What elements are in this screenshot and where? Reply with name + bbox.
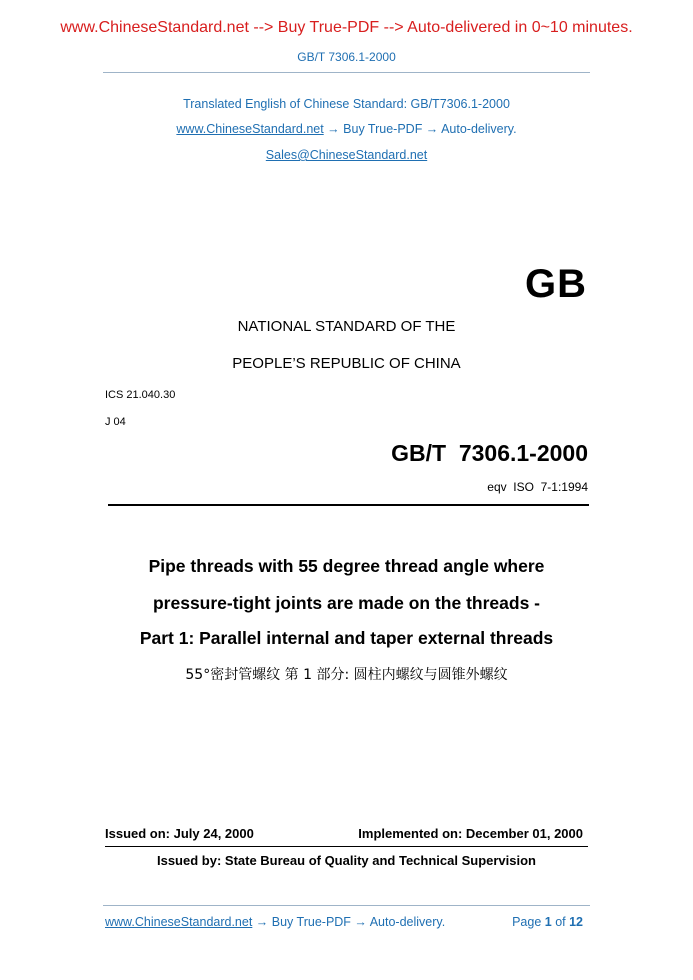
buy-text: → Buy True-PDF → Auto-delivery. [323,122,517,136]
title-line3: Part 1: Parallel internal and taper external threads [139,628,554,648]
of-label: of [551,915,570,929]
site-link[interactable]: www.ChineseStandard.net [176,122,324,136]
chinese-title: 55°密封管螺纹 第 1 部分: 圆柱内螺纹与圆锥外螺纹 [185,667,508,683]
national-standard-line1: NATIONAL STANDARD OF THE [237,318,456,335]
footer-buy-text: → Buy True-PDF → Auto-delivery. [252,915,446,929]
issued-on: Issued on: July 24, 2000 [105,826,254,841]
translation-note: Translated English of Chinese Standard: GB/T7306.1-2000 [183,97,510,111]
footer-buy-line [105,915,445,929]
equivalence-note: eqv ISO 7-1:1994 [487,480,588,494]
email-line [0,148,693,162]
title-line2: pressure-tight joints are made on the threads - [152,593,541,613]
page-number: 1 [544,915,552,929]
standard-code: GB/T 7306.1-2000 [391,440,588,466]
dates-divider [105,846,588,847]
footer-site-link[interactable]: www.ChineseStandard.net [105,915,253,929]
page-total: 12 [569,915,583,929]
buy-line [0,122,693,136]
issued-by: Issued by: State Bureau of Quality and Technical Supervision [156,853,536,868]
running-header: GB/T 7306.1-2000 [297,50,396,64]
email-link[interactable]: Sales@ChineseStandard.net [265,148,428,162]
title-divider [108,504,589,506]
ccs-code: J 04 [105,416,126,428]
header-divider [103,72,590,73]
ics-code: ICS 21.040.30 [105,389,176,401]
national-standard-line2: PEOPLE’S REPUBLIC OF CHINA [232,355,461,372]
footer-divider [103,905,590,906]
promo-banner[interactable]: www.ChineseStandard.net --> Buy True-PDF --> Auto-delivered in 0~10 minutes. [60,19,633,36]
title-line1: Pipe threads with 55 degree thread angle where [148,556,545,576]
page-label: Page [512,915,545,929]
gb-mark: GB [525,262,587,306]
page-indicator [512,915,583,929]
implemented-on: Implemented on: December 01, 2000 [358,826,583,841]
